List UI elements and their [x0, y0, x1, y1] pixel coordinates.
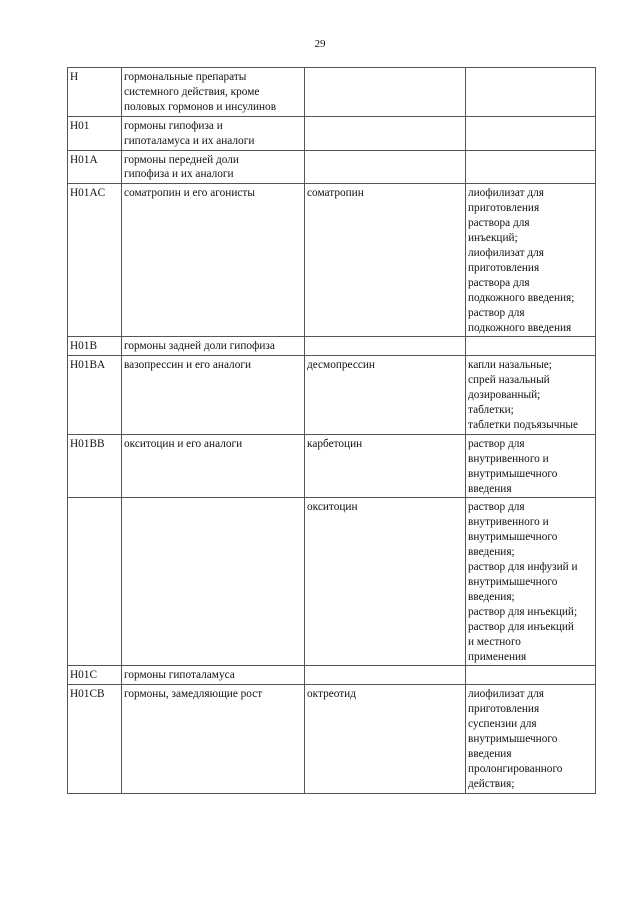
cell-text-line: раствор для инъекций;: [468, 605, 578, 618]
page-number: 29: [314, 38, 326, 50]
dosage-forms-cell: [466, 337, 596, 356]
atc-code-cell: [68, 434, 122, 498]
cell-text-line: вазопрессин и его аналоги: [124, 359, 252, 372]
cell-text-line: инъекций;: [468, 232, 518, 245]
cell-text-line: системного действия, кроме: [124, 85, 260, 98]
atc-code-cell: [68, 68, 122, 117]
substance-cell: [305, 685, 466, 793]
cell-text-line: приготовления: [468, 261, 540, 274]
cell-text-line: гормоны передней доли: [124, 153, 239, 166]
table-row: [68, 337, 596, 356]
cell-text-line: применения: [468, 650, 527, 663]
group-name-cell: [122, 685, 305, 793]
substance-cell: [305, 116, 466, 150]
group-name-cell: [122, 184, 305, 337]
dosage-forms-cell: [466, 116, 596, 150]
cell-text-line: внутривенного и: [468, 452, 549, 465]
cell-text-line: введения;: [468, 546, 515, 559]
substance-cell: [305, 356, 466, 435]
cell-text: H01C: [70, 669, 97, 682]
table-row: [68, 184, 596, 337]
atc-code-cell: [68, 498, 122, 666]
dosage-forms-cell: [466, 150, 596, 184]
cell-text-line: раствор для: [468, 306, 525, 319]
atc-code-cell: [68, 337, 122, 356]
dosage-forms-cell: [466, 666, 596, 685]
cell-text-line: таблетки;: [468, 404, 514, 417]
cell-text-line: гормоны гипоталамуса: [124, 669, 235, 682]
cell-text-line: введения: [468, 482, 512, 495]
cell-text-line: раствор для инъекций: [468, 620, 574, 633]
drug-classification-table: [67, 67, 596, 794]
cell-text-line: приготовления: [468, 202, 540, 215]
cell-text-line: внутримышечного: [468, 733, 558, 746]
table-row: [68, 356, 596, 435]
cell-text-line: раствор для: [468, 501, 525, 514]
cell-text-line: лиофилизат для: [468, 246, 544, 259]
cell-text-line: гормоны, замедляющие рост: [124, 688, 263, 701]
cell-text-line: соматропин и его агонисты: [124, 187, 255, 200]
table-row: [68, 150, 596, 184]
cell-text-line: внутримышечного: [468, 576, 558, 588]
group-name-cell: [122, 498, 305, 666]
atc-code-cell: [68, 685, 122, 793]
cell-text-line: октреотид: [307, 688, 356, 701]
cell-text-line: подкожного введения: [468, 321, 572, 334]
cell-text: H01B: [70, 340, 97, 353]
cell-text-line: капли назальные;: [468, 359, 552, 372]
group-name-cell: [122, 356, 305, 435]
atc-code-cell: [68, 116, 122, 150]
cell-text-line: таблетки подъязычные: [468, 418, 579, 431]
substance-cell: [305, 68, 466, 117]
substance-cell: [305, 337, 466, 356]
substance-cell: [305, 184, 466, 337]
cell-text-line: раствора для: [468, 217, 530, 230]
cell-text-line: гипофиза и их аналоги: [124, 168, 234, 181]
cell-text-line: окситоцин и его аналоги: [124, 437, 243, 450]
cell-text-line: гипоталамуса и их аналоги: [124, 134, 255, 147]
group-name-cell: [122, 68, 305, 117]
cell-text-line: лиофилизат для: [468, 688, 544, 701]
cell-text-line: карбетоцин: [307, 437, 363, 450]
cell-text-line: лиофилизат для: [468, 187, 544, 200]
group-name-cell: [122, 337, 305, 356]
cell-text-line: внутримышечного: [468, 467, 558, 480]
cell-text-line: дозированный;: [468, 389, 541, 402]
table-body: [68, 68, 596, 794]
dosage-forms-cell: [466, 356, 596, 435]
dosage-forms-cell: [466, 184, 596, 337]
table-row: [68, 498, 596, 666]
cell-text: H01AC: [70, 187, 106, 200]
table-row: [68, 434, 596, 498]
table-row: [68, 68, 596, 117]
cell-text-line: введения;: [468, 590, 515, 603]
cell-text-line: половых гормонов и инсулинов: [124, 100, 277, 113]
dosage-forms-cell: [466, 434, 596, 498]
table-row: [68, 685, 596, 793]
cell-text-line: и местного: [468, 635, 521, 648]
cell-text: H: [70, 71, 79, 83]
atc-code-cell: [68, 184, 122, 337]
cell-text-line: действия;: [468, 777, 515, 790]
cell-text-line: десмопрессин: [307, 359, 375, 372]
cell-text: H01A: [70, 153, 98, 166]
group-name-cell: [122, 434, 305, 498]
substance-cell: [305, 666, 466, 685]
substance-cell: [305, 150, 466, 184]
cell-text-line: пролонгированного: [468, 762, 563, 775]
cell-text: H01: [70, 119, 90, 132]
cell-text-line: спрей назальный: [468, 374, 550, 387]
cell-text: H01BA: [70, 359, 106, 372]
atc-code-cell: [68, 150, 122, 184]
group-name-cell: [122, 666, 305, 685]
cell-text-line: подкожного введения;: [468, 291, 575, 304]
cell-text: H01BB: [70, 437, 105, 450]
cell-text-line: раствор для: [468, 437, 525, 450]
atc-code-cell: [68, 666, 122, 685]
cell-text-line: приготовления: [468, 703, 540, 716]
substance-cell: [305, 498, 466, 666]
cell-text-line: гормоны задней доли гипофиза: [124, 340, 275, 353]
cell-text: H01CB: [70, 688, 105, 701]
group-name-cell: [122, 150, 305, 184]
table-row: [68, 116, 596, 150]
substance-cell: [305, 434, 466, 498]
cell-text-line: внутримышечного: [468, 531, 558, 544]
table-row: [68, 666, 596, 685]
cell-text-line: соматропин: [307, 187, 364, 200]
cell-text-line: внутривенного и: [468, 516, 549, 529]
dosage-forms-cell: [466, 68, 596, 117]
cell-text-line: окситоцин: [307, 501, 358, 514]
cell-text-line: раствора для: [468, 276, 530, 289]
cell-text-line: раствор для инфузий и: [468, 561, 578, 574]
dosage-forms-cell: [466, 685, 596, 793]
atc-code-cell: [68, 356, 122, 435]
cell-text-line: введения: [468, 747, 512, 760]
group-name-cell: [122, 116, 305, 150]
dosage-forms-cell: [466, 498, 596, 666]
cell-text-line: суспензии для: [468, 718, 537, 731]
cell-text-line: гормоны гипофиза и: [124, 119, 223, 132]
cell-text-line: гормональные препараты: [124, 71, 247, 83]
